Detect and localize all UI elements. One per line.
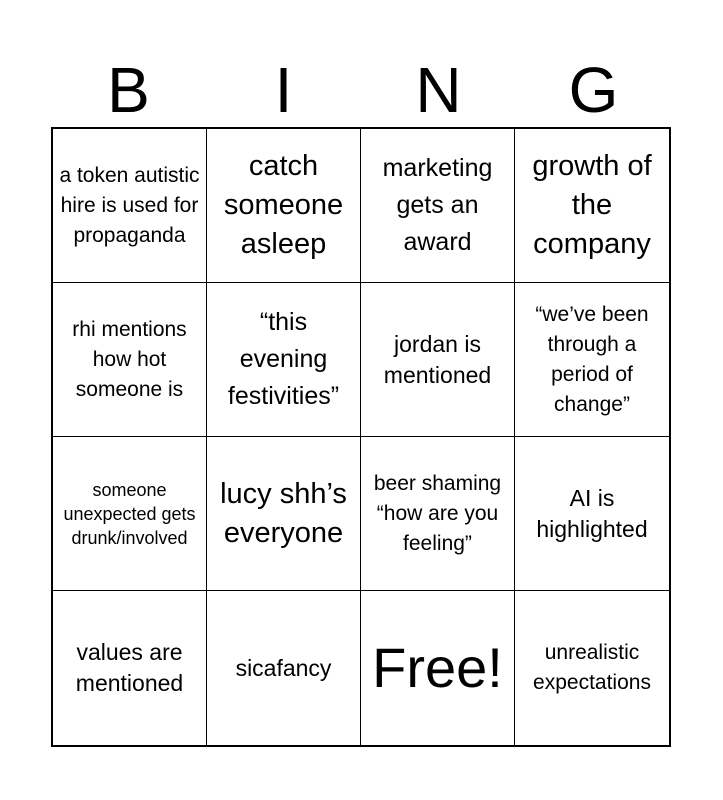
bingo-cell[interactable] bbox=[207, 283, 361, 437]
cell-text: values are mentioned bbox=[75, 639, 184, 696]
bingo-cell[interactable] bbox=[515, 591, 669, 745]
cell-text: someone unexpected gets drunk/involved bbox=[63, 479, 196, 548]
bingo-cell[interactable] bbox=[207, 129, 361, 283]
bingo-cell[interactable] bbox=[207, 437, 361, 591]
bingo-cell[interactable] bbox=[361, 129, 515, 283]
cell-text: sicafancy bbox=[235, 654, 332, 681]
bingo-cell[interactable] bbox=[53, 129, 207, 283]
bingo-cell[interactable] bbox=[361, 283, 515, 437]
bingo-cell[interactable] bbox=[53, 591, 207, 745]
cell-text: growth of the company bbox=[532, 150, 652, 260]
bingo-header bbox=[51, 52, 671, 126]
cell-text: unrealistic expectations bbox=[533, 641, 651, 694]
bingo-cell[interactable] bbox=[515, 283, 669, 437]
header-letter-n: N bbox=[415, 54, 462, 126]
bingo-cell[interactable] bbox=[53, 437, 207, 591]
header-letter-g: G bbox=[568, 54, 619, 126]
header-letter-i: I bbox=[274, 54, 293, 126]
cell-text: lucy shh’s everyone bbox=[220, 477, 347, 549]
bingo-cell[interactable] bbox=[515, 437, 669, 591]
cell-text: “this evening festivities” bbox=[227, 308, 340, 410]
bingo-cell[interactable] bbox=[53, 283, 207, 437]
bingo-cell[interactable] bbox=[515, 129, 669, 283]
cell-text: catch someone asleep bbox=[223, 150, 344, 260]
cell-text: beer shaming “how are you feeling” bbox=[373, 471, 502, 555]
cell-text: jordan is mentioned bbox=[383, 330, 492, 388]
free-space-text: Free! bbox=[372, 636, 503, 699]
bingo-cell[interactable] bbox=[207, 591, 361, 745]
cell-text: rhi mentions how hot someone is bbox=[72, 317, 187, 401]
bingo-board bbox=[51, 127, 671, 747]
cell-text: “we’ve been through a period of change” bbox=[535, 302, 649, 416]
bingo-cell-free[interactable] bbox=[361, 591, 515, 745]
cell-text: a token autistic hire is used for propaganda bbox=[59, 163, 200, 247]
bingo-cell[interactable] bbox=[361, 437, 515, 591]
cell-text: marketing gets an award bbox=[382, 154, 493, 256]
cell-text: AI is highlighted bbox=[536, 484, 648, 542]
header-letter-b: B bbox=[107, 54, 150, 126]
